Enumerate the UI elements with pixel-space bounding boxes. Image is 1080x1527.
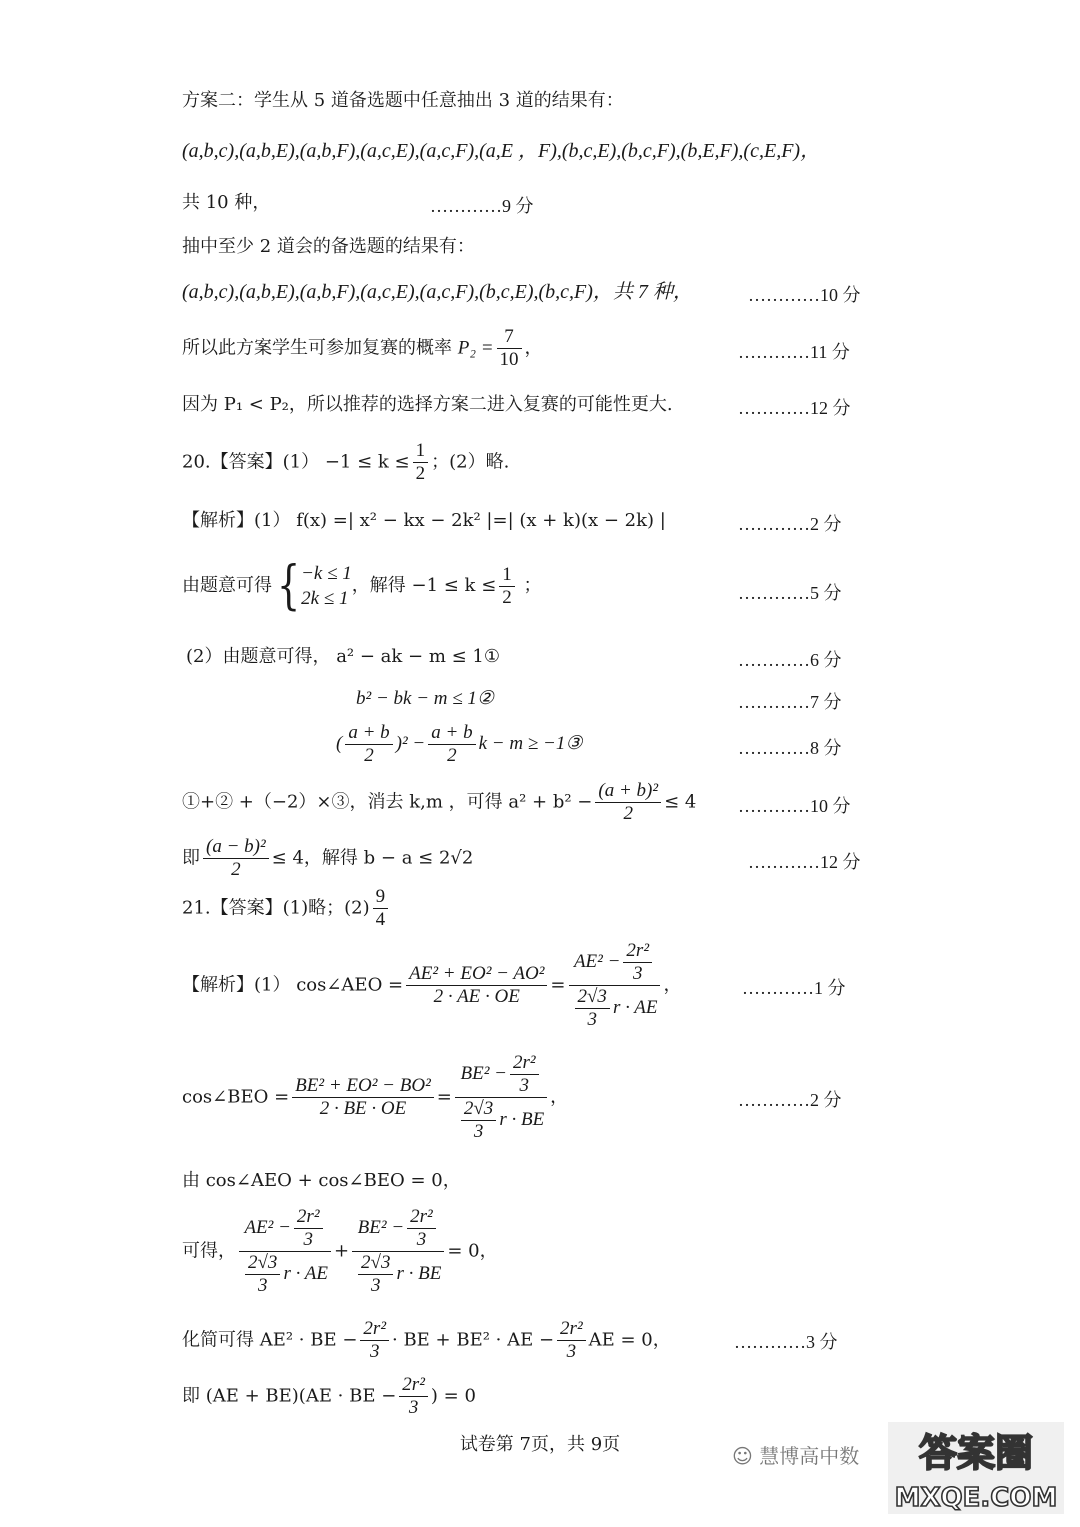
outcomes-list-success: (a,b,c),(a,b,E),(a,b,F),(a,c,E),(a,c,F),(b,c,E),(b,c,F)，共 7 种， xyxy=(182,281,693,303)
q21-cos-aeo xyxy=(182,940,681,1031)
q21-answer-text: 21.【答案】(1)略；(2) xyxy=(182,897,370,919)
system-fraction xyxy=(499,564,515,609)
cos-aeo-complex-fraction xyxy=(569,940,661,1031)
q20-fraction xyxy=(413,440,429,485)
fraction-denominator: 3 xyxy=(303,1229,313,1250)
watermark-url: MXQE.COM xyxy=(894,1483,1058,1513)
simplify-text-1: 化简可得 AE² · BE − xyxy=(182,1329,358,1351)
score-11: …………11 分 xyxy=(738,342,850,362)
outcomes-list-all: (a,b,c),(a,b,E),(a,b,F),(a,c,E),(a,c,F),(a,E ，F),(b,c,E),(b,c,F),(b,E,F),(c,E,F)， xyxy=(182,140,821,162)
left-brace-icon: { xyxy=(276,556,301,616)
q21-fraction xyxy=(373,886,389,931)
complex-denominator-text: r · AE xyxy=(612,996,658,1018)
score-2a: …………2 分 xyxy=(738,514,842,534)
combine-fraction xyxy=(595,780,661,825)
complex-denominator-text: r · BE xyxy=(499,1108,545,1130)
inner-fraction xyxy=(623,940,652,985)
q21-answer xyxy=(182,886,391,931)
q20-system-line xyxy=(182,556,542,616)
fraction-numerator: 2√3 xyxy=(461,1098,496,1121)
conclusion-line: 因为 P₁ < P₂，所以推荐的选择方案二进入复赛的可能性更大. xyxy=(182,394,673,415)
fraction-numerator: a + b xyxy=(345,722,392,745)
factored-text: 即 (AE + BE)(AE · BE − xyxy=(182,1385,397,1407)
fraction-denominator: 3 xyxy=(257,1275,268,1296)
fraction-denominator: 2 xyxy=(623,803,633,824)
wechat-watermark-text: 慧博高中数 xyxy=(759,1444,860,1468)
cos-beo-fraction xyxy=(292,1075,434,1120)
probability-line: 所以此方案学生可参加复赛的概率 P₂ = $\frac{7}{10}$ ， xyxy=(182,326,543,370)
fraction-denominator: 3 xyxy=(587,1009,597,1030)
comma: ， xyxy=(663,974,682,996)
q20-answer-text: 20.【答案】(1） −1 ≤ k ≤ xyxy=(182,451,410,473)
fraction-numerator: (a − b)² xyxy=(203,836,269,859)
q20-answer-part2: ；(2）略. xyxy=(431,451,510,473)
q20-ineq-3: ( $\frac{a + b}{2}$ )² − $\frac{a + b}{2}$ k − m ≥ −1③ xyxy=(336,722,583,766)
outcomes-count: 共 10 种， xyxy=(182,192,271,213)
score-10a: …………10 分 xyxy=(748,285,861,305)
inner-fraction xyxy=(461,1098,496,1143)
fraction-denominator: 3 xyxy=(369,1341,380,1362)
fraction-denominator: 3 xyxy=(519,1075,530,1096)
fraction-numerator: 2r² xyxy=(294,1206,323,1229)
fraction-numerator: 2√3 xyxy=(245,1252,280,1275)
site-watermark-logo xyxy=(886,1418,1066,1518)
fraction-numerator: AE² + EO² − AO² xyxy=(406,963,547,986)
page-footer: 试卷第 7页，共 9页 xyxy=(459,1434,621,1455)
q21-simplify xyxy=(182,1318,671,1363)
score-8: …………8 分 xyxy=(738,738,842,758)
factored-fraction xyxy=(399,1374,428,1419)
system-row-1: −k ≤ 1 xyxy=(301,563,352,584)
q20-analysis-1: 【解析】(1） f(x) =| x² − kx − 2k² |=| (x + k)(x − 2k) | xyxy=(182,510,666,531)
simplify-fraction-2 xyxy=(557,1318,586,1363)
q20-answer xyxy=(182,440,509,485)
fraction-denominator: 2 xyxy=(415,463,426,484)
fraction-denominator: 3 xyxy=(632,963,643,984)
denominator-text: r · BE xyxy=(396,1262,442,1284)
combine-text: ①+② +（−2）×③，消去 k,m ，可得 a² + b² − xyxy=(182,791,593,813)
cos-aeo-label: 【解析】(1） cos∠AEO = xyxy=(182,974,404,996)
numerator-text: AE² − xyxy=(244,1216,291,1238)
fraction-numerator: (a + b)² xyxy=(595,780,661,803)
watermark-title: 答案圈 xyxy=(918,1431,1034,1475)
score-10b: …………10 分 xyxy=(738,796,851,816)
score-5: …………5 分 xyxy=(738,583,842,603)
fraction-denominator: 2 xyxy=(502,586,512,608)
score-9: …………9 分 xyxy=(430,196,534,216)
system-end: ； xyxy=(517,575,542,596)
result-end: ≤ 4，解得 b − a ≤ 2√2 xyxy=(271,847,474,869)
cos-beo-complex-fraction xyxy=(455,1052,547,1143)
score-3: …………3 分 xyxy=(734,1332,838,1352)
complex-numerator-text: BE² − xyxy=(460,1062,507,1084)
complex-numerator-text: AE² − xyxy=(573,950,621,972)
fraction-denominator: 3 xyxy=(473,1121,484,1142)
q20-ineq-2: b² − bk − m ≤ 1② xyxy=(356,688,494,709)
q21-equation xyxy=(182,1206,498,1297)
equation-fraction-1 xyxy=(239,1206,331,1297)
equation-prefix: 可得， xyxy=(182,1240,236,1262)
ineq3-mid: )² − xyxy=(395,732,426,754)
ineq3-end: k − m ≥ −1③ xyxy=(478,732,583,754)
numerator-text: BE² − xyxy=(357,1216,405,1238)
fraction-denominator: 3 xyxy=(566,1341,577,1362)
score-12a: …………12 分 xyxy=(738,398,851,418)
fraction-numerator: 2√3 xyxy=(358,1252,393,1275)
fraction-denominator: 2 xyxy=(364,745,374,766)
simplify-text-2: · BE + BE² · AE − xyxy=(392,1329,555,1351)
fraction-denominator: 2 · AE · OE xyxy=(433,986,520,1007)
q21-factored xyxy=(182,1374,476,1419)
fraction-numerator: 2r² xyxy=(510,1052,539,1075)
score-6: …………6 分 xyxy=(738,650,842,670)
wechat-icon: ☺ xyxy=(732,1444,753,1468)
inner-fraction xyxy=(245,1252,280,1297)
paragraph-at-least-two: 抽中至少 2 道会的备选题的结果有： xyxy=(182,236,475,257)
probability-text: 所以此方案学生可参加复赛的概率 xyxy=(182,337,458,359)
combine-end: ≤ 4 xyxy=(664,791,697,813)
inner-fraction xyxy=(575,986,610,1031)
fraction-denominator: 2 xyxy=(447,745,457,766)
wechat-watermark xyxy=(732,1440,859,1469)
factored-end: ) = 0 xyxy=(430,1385,476,1407)
ineq3-fraction-1 xyxy=(345,722,392,767)
cos-beo-label: cos∠BEO = xyxy=(182,1086,290,1108)
equals: = xyxy=(550,974,566,996)
fraction-numerator: BE² + EO² − BO² xyxy=(292,1075,434,1098)
score-2b: …………2 分 xyxy=(738,1090,842,1110)
fraction-numerator: 2r² xyxy=(557,1318,586,1341)
ineq3-fraction-2 xyxy=(428,722,475,767)
fraction-denominator: 4 xyxy=(375,909,386,930)
fraction-numerator: 2√3 xyxy=(575,986,610,1009)
fraction-denominator: 3 xyxy=(371,1275,381,1296)
system-solution: ，解得 −1 ≤ k ≤ xyxy=(351,575,497,596)
p2-symbol: P₂ = xyxy=(457,337,494,359)
equation-end: = 0， xyxy=(447,1240,498,1262)
q20-ineq-1: (2）由题意可得， a² − ak − m ≤ 1① xyxy=(186,646,501,667)
inequality-system xyxy=(301,561,352,611)
fraction-denominator: 2 · BE · OE xyxy=(319,1098,407,1119)
score-7: …………7 分 xyxy=(738,692,842,712)
inner-fraction xyxy=(407,1206,436,1251)
result-prefix: 即 xyxy=(182,847,200,869)
fraction-numerator: 9 xyxy=(373,886,389,909)
fraction-numerator: 2r² xyxy=(399,1374,428,1397)
cos-aeo-fraction xyxy=(406,963,547,1008)
system-intro: 由题意可得 xyxy=(182,575,272,596)
fraction-numerator: 1 xyxy=(413,440,429,463)
fraction-denominator: 3 xyxy=(416,1229,427,1250)
simplify-fraction-1 xyxy=(360,1318,389,1363)
paragraph-plan-two: 方案二：学生从 5 道备选题中任意抽出 3 道的结果有： xyxy=(182,90,624,111)
fraction-numerator: 2r² xyxy=(623,940,652,963)
fraction-numerator: a + b xyxy=(428,722,475,745)
comma: ， xyxy=(550,1086,569,1108)
denominator-text: r · AE xyxy=(283,1262,328,1284)
system-row-2: 2k ≤ 1 xyxy=(301,588,349,609)
fraction-denominator: 10 xyxy=(499,349,519,370)
inner-fraction xyxy=(358,1252,393,1297)
fraction-numerator: 7 xyxy=(497,326,522,349)
fraction-7-10 xyxy=(497,326,522,371)
result-fraction xyxy=(203,836,269,881)
score-12b: …………12 分 xyxy=(748,852,861,872)
simplify-end: AE = 0， xyxy=(588,1329,671,1351)
equation-fraction-2 xyxy=(352,1206,444,1297)
fraction-denominator: 3 xyxy=(408,1397,419,1418)
q20-result xyxy=(182,836,473,881)
equals: = xyxy=(436,1086,452,1108)
score-1: …………1 分 xyxy=(742,978,846,998)
inner-fraction xyxy=(510,1052,539,1097)
fraction-denominator: 2 xyxy=(231,859,241,880)
fraction-numerator: 1 xyxy=(499,564,515,587)
q20-combine xyxy=(182,780,696,825)
q21-sum-zero: 由 cos∠AEO + cos∠BEO = 0， xyxy=(182,1170,461,1191)
q21-cos-beo xyxy=(182,1052,568,1143)
fraction-numerator: 2r² xyxy=(360,1318,389,1341)
plus: + xyxy=(333,1240,350,1262)
inner-fraction xyxy=(294,1206,323,1251)
fraction-numerator: 2r² xyxy=(407,1206,436,1229)
